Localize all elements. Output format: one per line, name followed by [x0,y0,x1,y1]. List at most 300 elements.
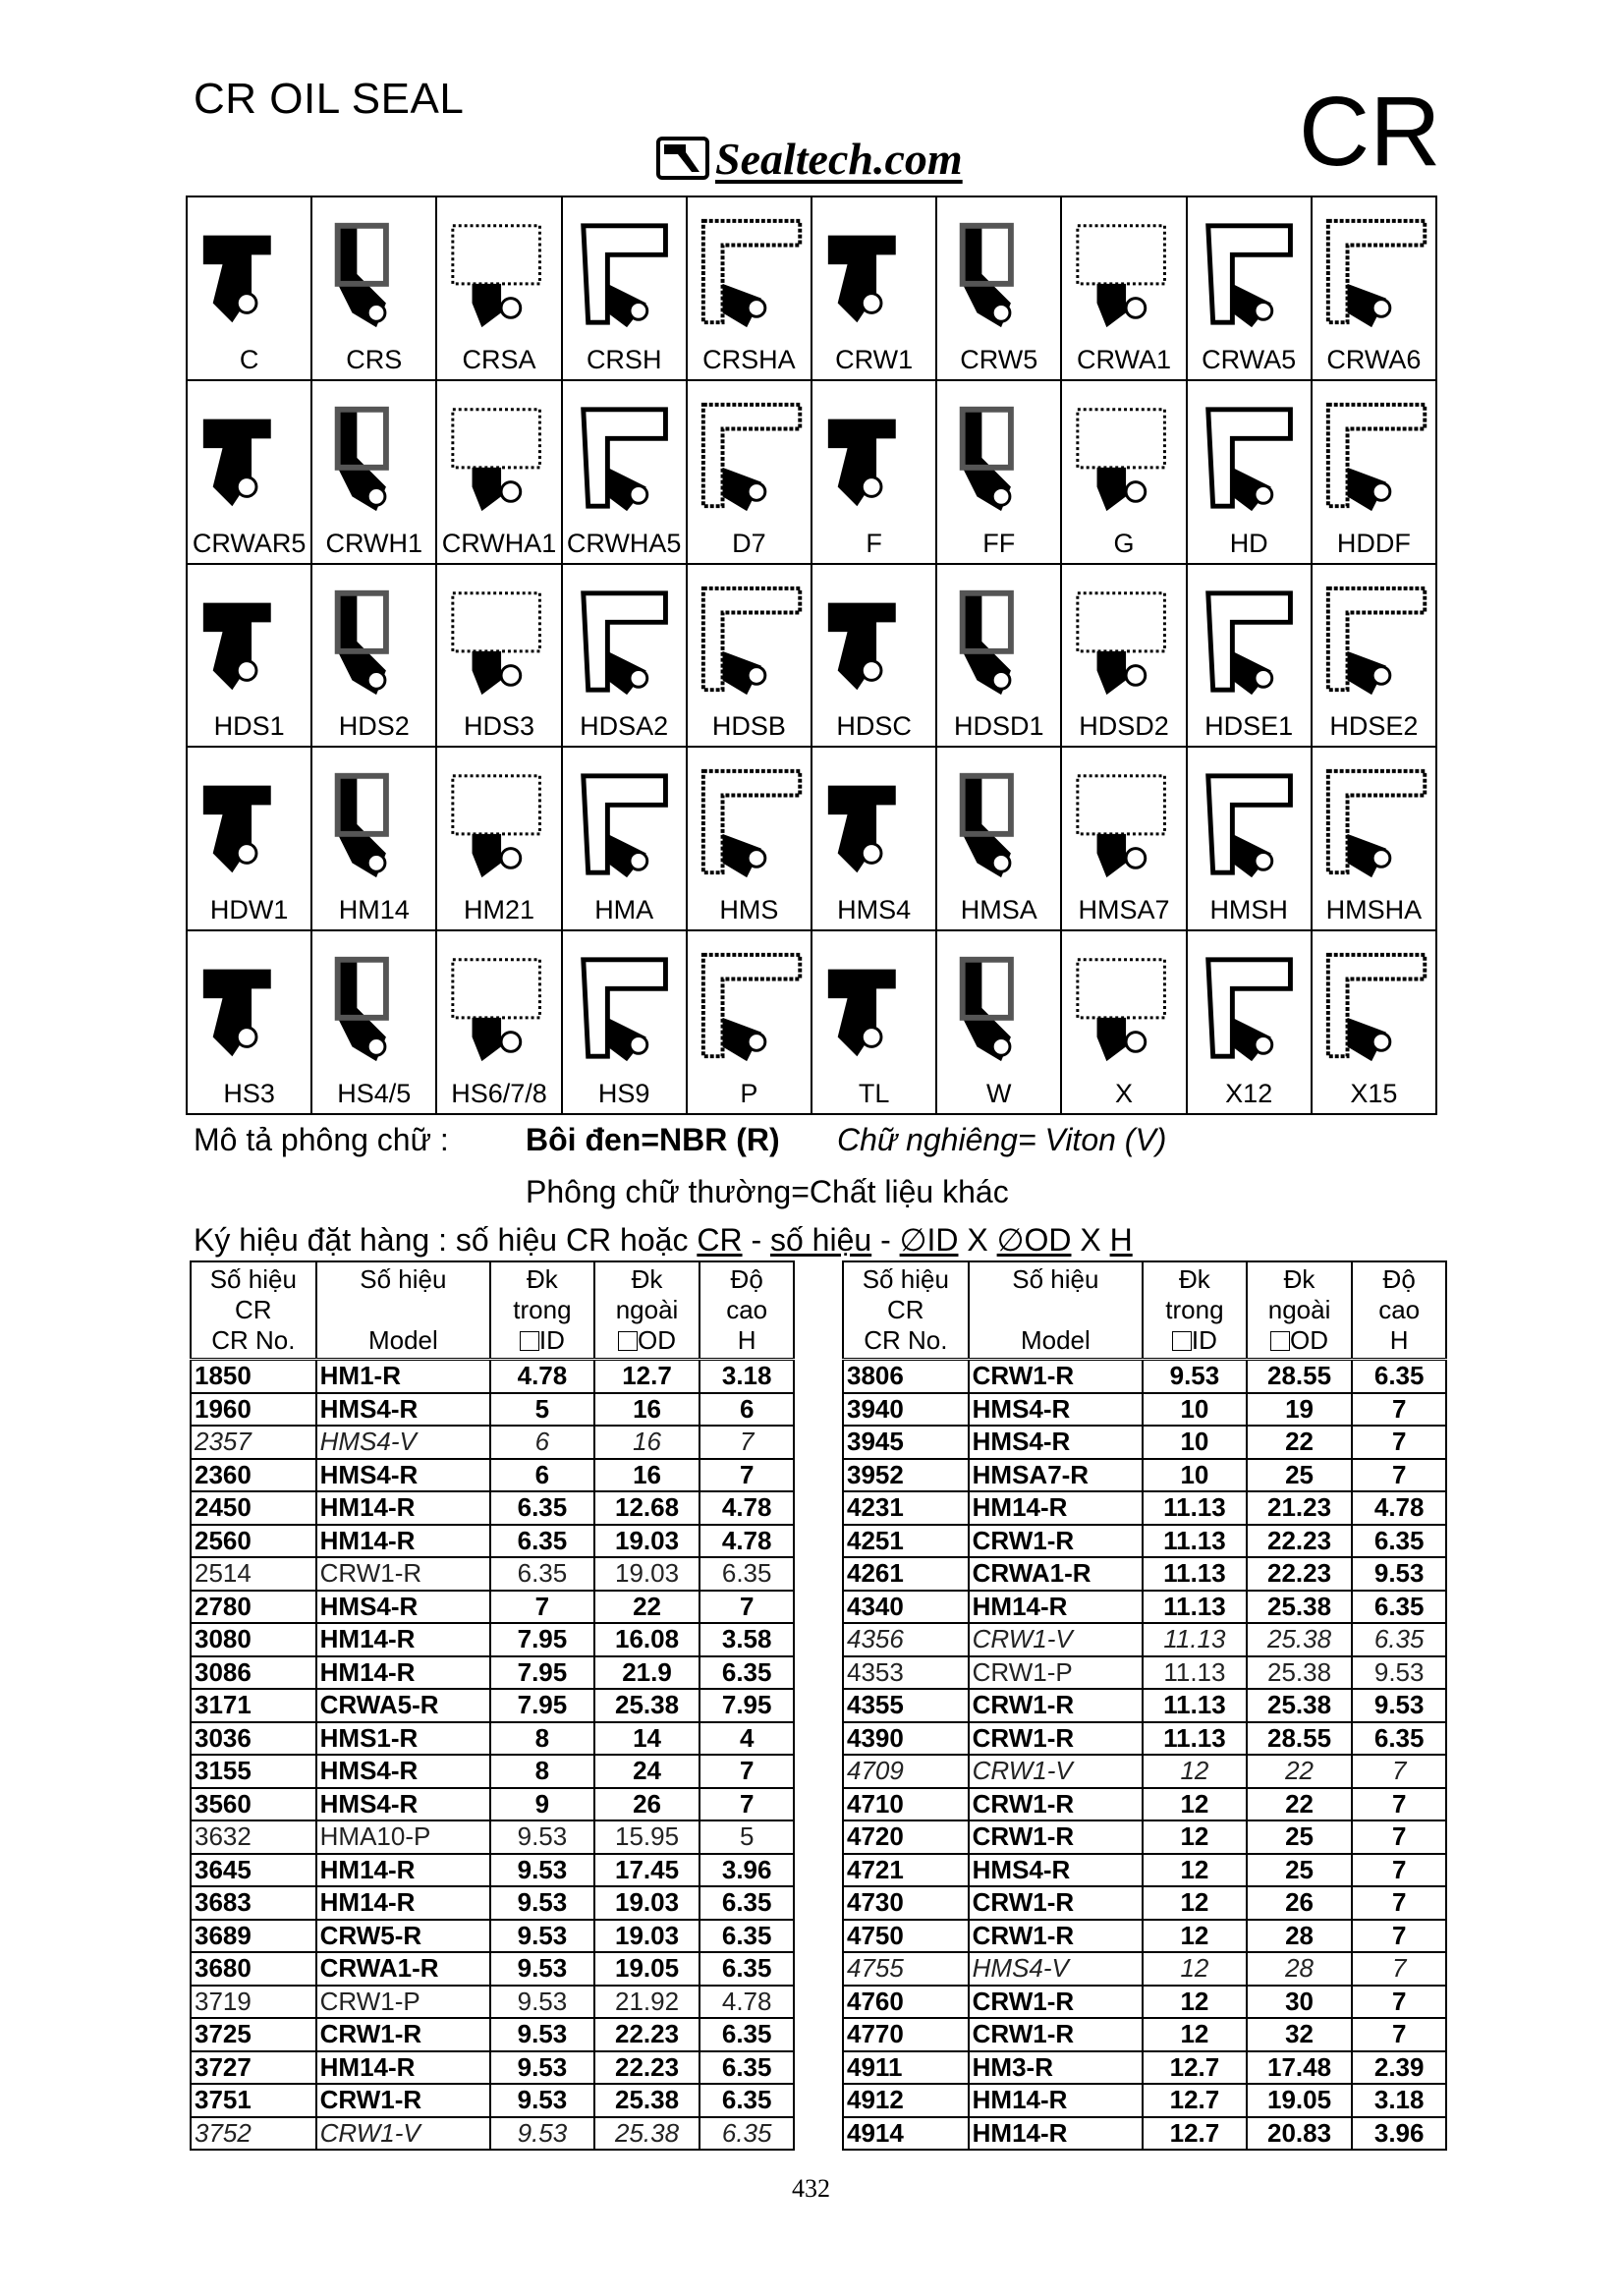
seal-profile-icon [1318,573,1429,710]
col-h-header: Độ cao H [1352,1261,1446,1360]
cell-h: 7 [700,1755,794,1788]
cell-id: 12 [1143,1986,1247,2019]
cell-od: 22.23 [594,2051,700,2085]
cell-model: CRW1-R [969,1886,1143,1920]
cell-h: 7 [1352,1426,1446,1459]
cell-model: HMS4-R [316,1591,490,1624]
seal-profile-icon [1068,756,1179,893]
seal-profile-icon [194,573,305,710]
cell-crno: 1850 [191,1360,316,1393]
seal-profile-icon [443,939,554,1077]
order-od: ∅OD [996,1222,1072,1258]
cell-model: CRWA1-R [969,1557,1143,1591]
cell-h: 6 [700,1393,794,1427]
cell-crno: 3080 [191,1623,316,1656]
seal-profile-icon [1194,756,1305,893]
cell-crno: 4770 [843,2018,969,2051]
order-cr: CR [697,1222,743,1258]
profile-cell-w [937,931,1062,1115]
profile-cell-crwha1 [437,381,562,565]
cell-crno: 4340 [843,1591,969,1624]
cell-h: 4.78 [700,1491,794,1525]
profile-label: W [986,1079,1012,1108]
cell-crno: 3155 [191,1755,316,1788]
table-row [843,1689,1446,1722]
profile-cell-hm14 [312,748,437,931]
cell-model: HMS4-R [969,1854,1143,1887]
cell-h: 6.35 [700,1886,794,1920]
table-row [191,1656,794,1690]
cell-h: 7 [1352,1393,1446,1427]
cell-id: 9 [490,1788,594,1821]
cell-id: 6 [490,1426,594,1459]
profile-cell-hms4 [812,748,937,931]
seal-profile-icon [1068,389,1179,527]
profile-label: F [866,528,882,558]
cell-id: 12.7 [1143,2051,1247,2085]
table-row [191,1952,794,1986]
cell-od: 25 [1247,1459,1353,1492]
cell-model: HMS4-V [969,1952,1143,1986]
page-number: 432 [792,2174,830,2203]
table-row [843,1820,1446,1854]
series-code: CR [1299,77,1441,187]
seal-profile-icon [1194,939,1305,1077]
cell-id: 9.53 [490,1854,594,1887]
profile-label: HMS [719,895,779,925]
cell-crno: 4912 [843,2084,969,2117]
profile-cell-crwa5 [1188,197,1313,381]
seal-profile-icon [1318,756,1429,893]
table-row [191,2117,794,2151]
table-row [843,2018,1446,2051]
order-dash-1: - [751,1222,762,1258]
cell-id: 11.13 [1143,1656,1247,1690]
cell-id: 12 [1143,1952,1247,1986]
profile-cell-hd [1188,381,1313,565]
profile-cell-p [688,931,812,1115]
cell-model: CRW1-P [969,1656,1143,1690]
profile-label: HDSA2 [580,711,669,742]
cell-h: 7 [1352,1788,1446,1821]
profile-label: HDW1 [209,895,289,925]
cell-h: 7 [700,1788,794,1821]
cell-id: 11.13 [1143,1557,1247,1591]
col-crno-header: Số hiệu CR CR No. [191,1261,316,1360]
profile-label: CRWHA5 [566,528,682,558]
cell-model: HM14-R [316,1886,490,1920]
table-row [843,1525,1446,1558]
cell-od: 22 [594,1591,700,1624]
table-row [191,1557,794,1591]
table-row [843,1722,1446,1756]
cell-model: HMS4-R [969,1393,1143,1427]
cell-id: 7.95 [490,1623,594,1656]
cell-h: 7.95 [700,1689,794,1722]
seal-profile-icon [818,756,929,893]
cell-id: 12 [1143,1820,1247,1854]
profile-cell-hdse1 [1188,565,1313,749]
cell-crno: 2780 [191,1591,316,1624]
cell-od: 24 [594,1755,700,1788]
profile-cell-hm21 [437,748,562,931]
table-row [191,1920,794,1953]
cell-od: 25.38 [594,1689,700,1722]
order-x-2: X [1080,1222,1101,1258]
table-row [191,1426,794,1459]
profile-cell-hmsha [1313,748,1437,931]
cell-model: CRW1-R [969,1788,1143,1821]
seal-profile-icon [569,573,680,710]
cell-crno: 4353 [843,1656,969,1690]
cell-id: 9.53 [1143,1360,1247,1393]
cell-model: CRW1-V [969,1623,1143,1656]
cell-h: 7 [1352,1952,1446,1986]
col-model-header: Số hiệu Model [969,1261,1143,1360]
profile-label: HS4/5 [337,1079,412,1108]
profile-cell-hds1 [188,565,312,749]
seal-profile-icon [194,205,305,343]
cell-h: 6.35 [1352,1360,1446,1393]
col-model-header: Số hiệu Model [316,1261,490,1360]
profile-cell-x15 [1313,931,1437,1115]
cell-id: 10 [1143,1393,1247,1427]
seal-table-left [190,1260,795,2151]
seal-profile-icon [194,939,305,1077]
cell-model: HMS4-R [316,1459,490,1492]
cell-crno: 3689 [191,1920,316,1953]
table-row [843,1557,1446,1591]
col-id-header: Đk trong ID [1143,1261,1247,1360]
cell-od: 19.05 [594,1952,700,1986]
cell-od: 20.83 [1247,2117,1353,2151]
cell-h: 7 [1352,1920,1446,1953]
order-id: ∅ID [899,1222,959,1258]
table-row [191,1459,794,1492]
table-row [843,1623,1446,1656]
seal-profile-icon [318,573,429,710]
profile-label: HM21 [463,895,534,925]
cell-id: 9.53 [490,1886,594,1920]
profile-label: HDSE1 [1204,711,1294,742]
table-row [843,1591,1446,1624]
cell-id: 10 [1143,1426,1247,1459]
profile-cell-hdsc [812,565,937,749]
cell-model: CRW1-R [969,1360,1143,1393]
profile-label: HDDF [1336,528,1411,558]
order-code-line [194,1221,1133,1259]
cell-od: 16 [594,1426,700,1459]
cell-od: 21.9 [594,1656,700,1690]
profile-label: C [239,344,259,374]
cell-od: 25.38 [594,2084,700,2117]
table-row [843,1920,1446,1953]
cell-id: 11.13 [1143,1722,1247,1756]
cell-od: 26 [594,1788,700,1821]
seal-profile-icon [1318,389,1429,527]
cell-model: HM14-R [969,2117,1143,2151]
profile-cell-hdsd2 [1062,565,1187,749]
table-row [843,1393,1446,1427]
table-row [843,1854,1446,1887]
cell-h: 7 [1352,1854,1446,1887]
cell-model: CRW1-P [316,1986,490,2019]
cell-model: CRW1-R [316,2018,490,2051]
cell-id: 8 [490,1722,594,1756]
cell-model: CRW1-R [969,1689,1143,1722]
cell-h: 6.35 [700,1656,794,1690]
seal-profile-icon [443,573,554,710]
seal-profile-icon [443,756,554,893]
cell-crno: 4710 [843,1788,969,1821]
cell-model: HMS4-R [316,1393,490,1427]
profile-cell-hdw1 [188,748,312,931]
cell-h: 4.78 [700,1525,794,1558]
cell-model: HM14-R [969,1591,1143,1624]
cell-crno: 4911 [843,2051,969,2085]
profile-cell-hddf [1313,381,1437,565]
cell-od: 15.95 [594,1820,700,1854]
profile-label: CRW5 [960,344,1038,374]
cell-od: 22.23 [1247,1557,1353,1591]
profile-cell-crwh1 [312,381,437,565]
profile-label: HMSHA [1325,895,1423,925]
cell-h: 7 [1352,1820,1446,1854]
seal-profile-icon [694,389,805,527]
profile-cell-hds2 [312,565,437,749]
cell-h: 6.35 [1352,1525,1446,1558]
cell-h: 7 [1352,1755,1446,1788]
cell-od: 19.03 [594,1557,700,1591]
table-row [843,1426,1446,1459]
profile-cell-hs9 [563,931,688,1115]
cell-id: 11.13 [1143,1689,1247,1722]
cell-model: CRW1-R [316,2084,490,2117]
cell-id: 10 [1143,1459,1247,1492]
cell-crno: 3940 [843,1393,969,1427]
cell-id: 9.53 [490,1820,594,1854]
cell-id: 11.13 [1143,1525,1247,1558]
profile-label: X12 [1225,1079,1273,1108]
cell-crno: 3727 [191,2051,316,2085]
col-od-header: Đk ngoài OD [1247,1261,1353,1360]
profile-cell-d7 [688,381,812,565]
profile-cell-crwha5 [563,381,688,565]
cell-crno: 3683 [191,1886,316,1920]
cell-model: CRWA1-R [316,1952,490,1986]
profile-label: HM14 [338,895,410,925]
cell-id: 9.53 [490,2018,594,2051]
cell-crno: 2514 [191,1557,316,1591]
profile-label: HS9 [597,1079,650,1108]
cell-id: 7 [490,1591,594,1624]
seal-profile-icon [569,939,680,1077]
cell-h: 7 [1352,1886,1446,1920]
cell-h: 6.35 [1352,1722,1446,1756]
cell-model: CRW1-R [969,1722,1143,1756]
table-row [191,1623,794,1656]
cell-id: 12 [1143,1886,1247,1920]
cell-od: 25.38 [1247,1689,1353,1722]
cell-model: HMS1-R [316,1722,490,1756]
table-row [191,1525,794,1558]
order-model: số hiệu [769,1222,872,1258]
cell-id: 9.53 [490,1920,594,1953]
table-row [191,1491,794,1525]
table-row [191,2018,794,2051]
cell-crno: 4721 [843,1854,969,1887]
seal-profile-icon [194,756,305,893]
cell-crno: 4730 [843,1886,969,1920]
profile-cell-x12 [1188,931,1313,1115]
cell-h: 3.96 [1352,2117,1446,2151]
cell-od: 22.23 [594,2018,700,2051]
cell-od: 30 [1247,1986,1353,2019]
table-row [843,1886,1446,1920]
profile-cell-hms [688,748,812,931]
cell-h: 6.35 [700,2051,794,2085]
cell-od: 28.55 [1247,1360,1353,1393]
cell-crno: 2560 [191,1525,316,1558]
cell-id: 6.35 [490,1525,594,1558]
profile-cell-hmsa7 [1062,748,1187,931]
seal-profile-icon [1318,205,1429,343]
sealtech-logo [656,130,963,187]
profile-cell-g [1062,381,1187,565]
col-id-header: Đk trong ID [490,1261,594,1360]
table-row [191,1360,794,1393]
profile-label: CRWA1 [1076,344,1171,374]
profile-label: CRWAR5 [192,528,307,558]
cell-h: 7 [1352,1459,1446,1492]
table-row [191,1820,794,1854]
profile-cell-crwa1 [1062,197,1187,381]
cell-h: 3.58 [700,1623,794,1656]
seal-profile-icon [1068,939,1179,1077]
cell-id: 12.7 [1143,2084,1247,2117]
cell-model: CRW1-R [969,1920,1143,1953]
cell-crno: 4390 [843,1722,969,1756]
cell-crno: 3752 [191,2117,316,2151]
profile-label: HMSA7 [1078,895,1170,925]
table-row [843,1491,1446,1525]
cell-h: 7 [700,1426,794,1459]
legend-normal: Phông chữ thường=Chất liệu khác [526,1174,1009,1209]
profile-label: HDSD2 [1079,711,1169,742]
legend-italic: Chữ nghiêng= Viton (V) [837,1122,1167,1157]
seal-profile-icon [569,389,680,527]
cell-model: CRW5-R [316,1920,490,1953]
cell-id: 9.53 [490,2051,594,2085]
cell-od: 26 [1247,1886,1353,1920]
cell-crno: 3171 [191,1689,316,1722]
cell-crno: 4356 [843,1623,969,1656]
cell-h: 7 [1352,1986,1446,2019]
profile-cell-crwar5 [188,381,312,565]
cell-id: 11.13 [1143,1623,1247,1656]
profile-label: CRW1 [835,344,914,374]
page-title: CR OIL SEAL [194,75,465,123]
cell-id: 6 [490,1459,594,1492]
seal-profile-grid [186,196,1437,1115]
cell-od: 19.03 [594,1525,700,1558]
table-row [191,1986,794,2019]
legend-label: Mô tả phông chữ : [194,1122,449,1157]
cell-h: 6.35 [700,1920,794,1953]
cell-od: 19.05 [1247,2084,1353,2117]
seal-profile-icon [943,756,1054,893]
seal-profile-icon [318,756,429,893]
table-row [191,1886,794,1920]
cell-h: 4.78 [1352,1491,1446,1525]
legend-bold: Bôi đen=NBR (R) [526,1122,780,1157]
cell-model: HMS4-R [316,1788,490,1821]
cell-od: 17.48 [1247,2051,1353,2085]
table-row [843,1459,1446,1492]
cell-od: 32 [1247,2018,1353,2051]
profile-label: CRWH1 [325,528,423,558]
cell-od: 14 [594,1722,700,1756]
profile-label: HDS2 [338,711,410,742]
cell-crno: 4760 [843,1986,969,2019]
profile-label: HS6/7/8 [451,1079,547,1108]
cell-id: 12 [1143,1755,1247,1788]
cell-id: 5 [490,1393,594,1427]
profile-cell-crsa [437,197,562,381]
profile-label: CRSH [586,344,662,374]
cell-crno: 4750 [843,1920,969,1953]
seal-profile-icon [318,205,429,343]
profile-cell-tl [812,931,937,1115]
profile-label: HDSD1 [954,711,1044,742]
seal-profile-icon [1194,205,1305,343]
cell-id: 4.78 [490,1360,594,1393]
profile-cell-hdsd1 [937,565,1062,749]
cell-crno: 3945 [843,1426,969,1459]
cell-od: 19.03 [594,1886,700,1920]
cell-h: 6.35 [700,1952,794,1986]
cell-h: 6.35 [700,2117,794,2151]
cell-model: HM14-R [316,1623,490,1656]
cell-crno: 3952 [843,1459,969,1492]
cell-model: CRW1-R [969,1820,1143,1854]
cell-h: 9.53 [1352,1656,1446,1690]
profile-cell-ff [937,381,1062,565]
cell-model: HM14-R [316,2051,490,2085]
profile-cell-hmsh [1188,748,1313,931]
cell-h: 9.53 [1352,1689,1446,1722]
seal-profile-icon [443,389,554,527]
cell-h: 6.35 [1352,1623,1446,1656]
profile-cell-hdse2 [1313,565,1437,749]
seal-profile-icon [1194,573,1305,710]
cell-crno: 4914 [843,2117,969,2151]
cell-crno: 3086 [191,1656,316,1690]
cell-model: HM14-R [969,2084,1143,2117]
cell-crno: 2357 [191,1426,316,1459]
col-od-header: Đk ngoài OD [594,1261,700,1360]
seal-profile-icon [1068,205,1179,343]
cell-od: 28 [1247,1920,1353,1953]
cell-id: 9.53 [490,2117,594,2151]
cell-crno: 4251 [843,1525,969,1558]
cell-od: 19.03 [594,1920,700,1953]
profile-label: X [1114,1079,1133,1108]
cell-model: CRW1-V [969,1755,1143,1788]
cell-od: 22 [1247,1788,1353,1821]
cell-model: HM14-R [316,1656,490,1690]
profile-cell-hma [563,748,688,931]
